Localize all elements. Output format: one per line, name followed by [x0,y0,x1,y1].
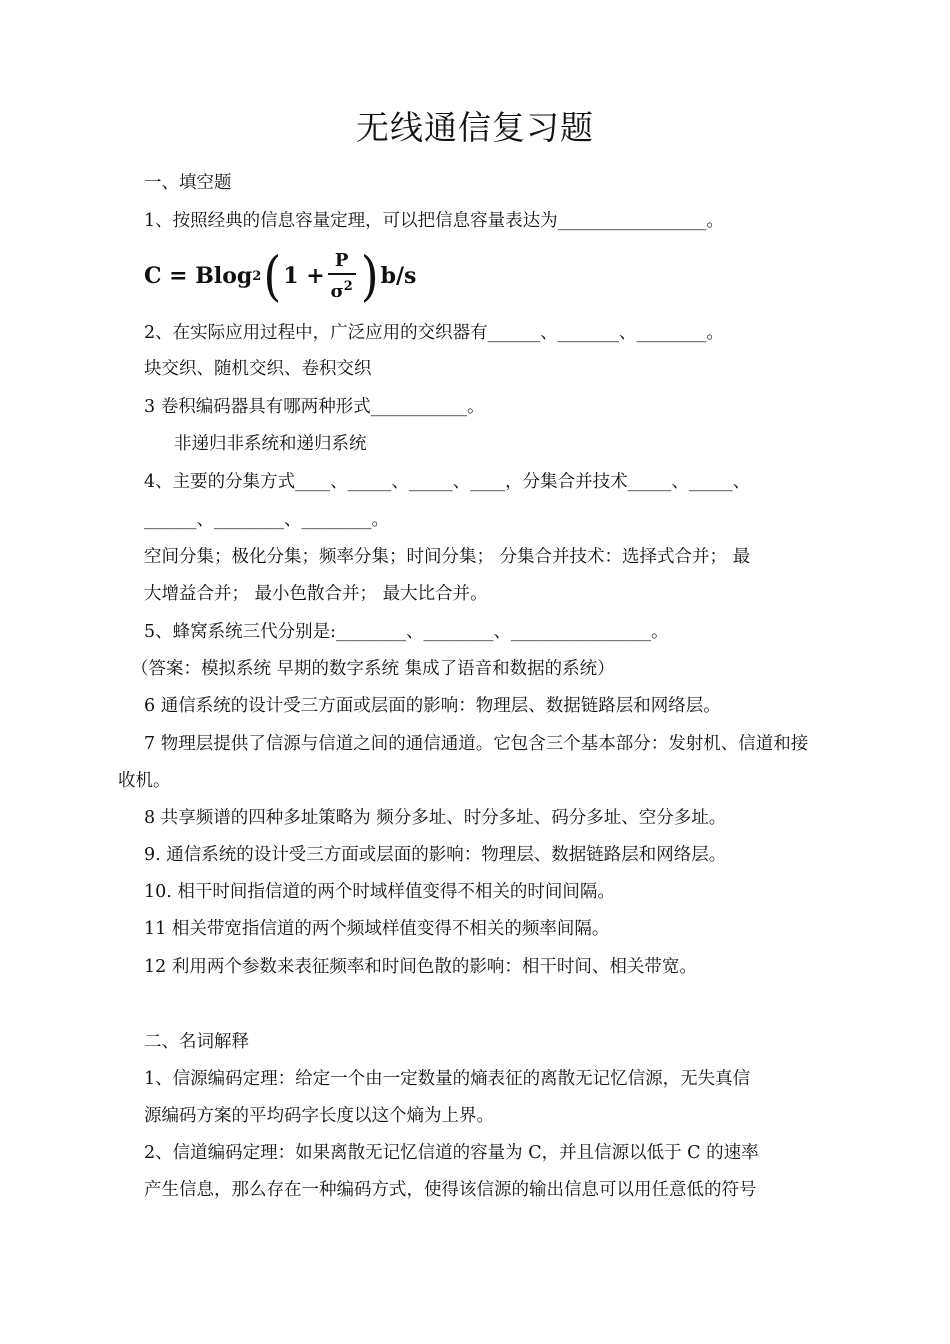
capacity-formula [144,246,416,306]
question-5: 5、蜂窝系统三代分别是:________、________、________________。 [144,622,669,642]
formula-sigma: σ [330,280,344,302]
formula-sigma-exponent: 2 [343,278,353,294]
question-1: 1、按照经典的信息容量定理，可以把信息容量表达为_________________。 [144,211,724,231]
formula-log-base: 2 [252,268,262,284]
formula-open-paren: ( [263,244,282,308]
section-heading-fill-in: 一、填空题 [144,173,232,193]
statement-7-line-2: 收机。 [118,771,171,791]
section-heading-definitions: 二、名词解释 [144,1032,249,1052]
formula-one-plus: 1 + [283,263,325,289]
definition-2-line-2: 产生信息，那么存在一种编码方式，使得该信源的输出信息可以用任意低的符号 [144,1180,757,1200]
statement-9: 9. 通信系统的设计受三方面或层面的影响：物理层、数据链路层和网络层。 [144,845,727,865]
answer-2: 块交织、随机交织、卷积交织 [144,359,372,379]
answer-3: 非递归非系统和递归系统 [174,434,367,454]
formula-denominator [331,277,353,302]
statement-7-line-1: 7 物理层提供了信源与信道之间的通信通道。它包含三个基本部分：发射机、信道和接 [144,734,809,754]
answer-5: （答案：模拟系统 早期的数字系统 集成了语音和数据的系统） [131,659,615,679]
formula-lhs: C = Blog [144,263,253,289]
document-title: 无线通信复习题 [356,108,594,147]
statement-6: 6 通信系统的设计受三方面或层面的影响：物理层、数据链路层和网络层。 [144,696,721,716]
statement-10: 10. 相干时间指信道的两个时域样值变得不相关的时间间隔。 [144,882,615,902]
question-2: 2、在实际应用过程中，广泛应用的交织器有______、_______、________。 [144,323,724,343]
formula-fraction [328,251,356,302]
formula-fraction-bar [328,273,356,275]
answer-4-line-1: 空间分集；极化分集；频率分集；时间分集； 分集合并技术：选择式合并； 最 [144,547,751,567]
question-4-line-2: ______、________、________。 [144,510,389,530]
definition-2-line-1: 2、信道编码定理：如果离散无记忆信道的容量为 C，并且信源以低于 C 的速率 [144,1143,759,1163]
definition-1-line-1: 1、信源编码定理：给定一个由一定数量的熵表征的离散无记忆信源，无失真信 [144,1069,751,1089]
statement-11: 11 相关带宽指信道的两个频域样值变得不相关的频率间隔。 [144,919,610,939]
question-3: 3 卷积编码器具有哪两种形式___________。 [144,397,485,417]
formula-close-paren: ) [360,244,379,308]
definition-1-line-2: 源编码方案的平均码字长度以这个熵为上界。 [144,1106,494,1126]
question-4-line-1: 4、主要的分集方式____、_____、_____、____，分集合并技术_____、_____、 [144,472,751,492]
formula-unit: b/s [380,263,417,289]
answer-4-line-2: 大增益合并； 最小色散合并； 最大比合并。 [144,584,488,604]
statement-12: 12 利用两个参数来表征频率和时间色散的影响：相干时间、相关带宽。 [144,957,697,977]
statement-8: 8 共享频谱的四种多址策略为 频分多址、时分多址、码分多址、空分多址。 [144,808,727,828]
formula-numerator: P [334,249,349,271]
